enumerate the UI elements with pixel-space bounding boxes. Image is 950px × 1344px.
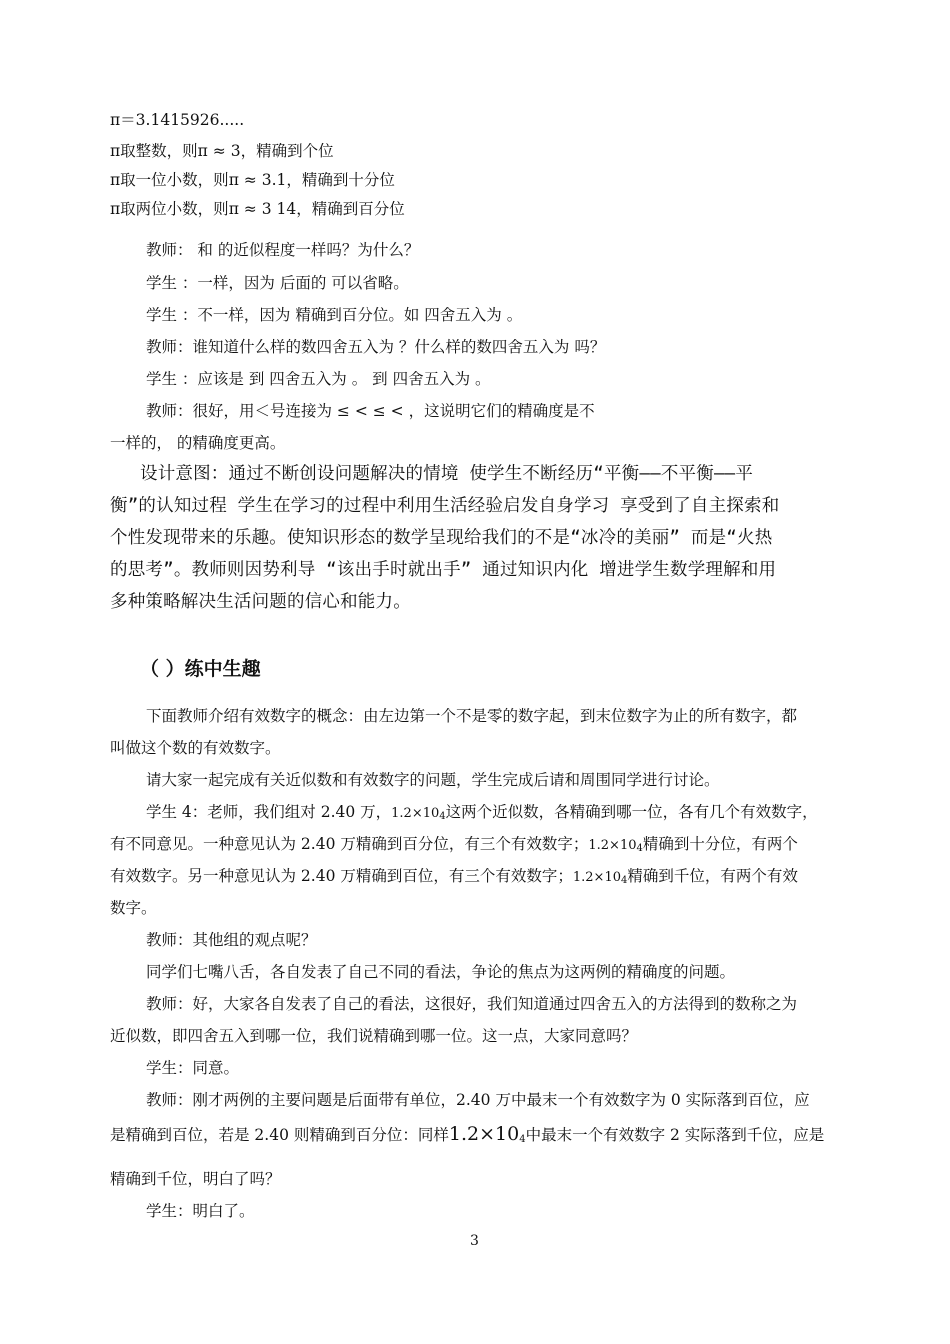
body-line: 数字。 [110, 899, 157, 917]
sci-notation [391, 806, 445, 821]
sci-mantissa: 1.2×10 [448, 1123, 520, 1145]
design-intent-line: 的思考”。教师则因势利导 “该出手时就出手” 通过知识内化 增进学生数学理解和用 [110, 560, 777, 580]
sci-exponent: 4 [519, 1134, 526, 1145]
sci-exponent: 4 [636, 843, 643, 854]
body-text: 是精确到百位，若是 2.40 则精确到百分位：同样 [110, 1126, 449, 1144]
design-intent-line: 多种策略解决生活问题的信心和能力。 [110, 592, 411, 612]
dialogue-line: 教师：谁知道什么样的数四舍五入为 ？什么样的数四舍五入为 吗？ [146, 338, 606, 356]
pi-value-line: π＝3.1415926..... [110, 111, 245, 129]
section-heading: （ ）练中生趣 [140, 658, 261, 680]
body-line: 学生：同意。 [146, 1059, 240, 1077]
body-line: 学生：明白了。 [146, 1202, 255, 1220]
sci-notation [588, 838, 642, 853]
body-line [146, 802, 818, 825]
pi-two-decimal-line: π取两位小数，则π ≈ 3 14，精确到百分位 [110, 200, 405, 218]
body-line: 同学们七嘴八舌，各自发表了自己不同的看法，争论的焦点为这两例的精确度的问题。 [146, 963, 736, 981]
sci-exponent: 4 [620, 875, 628, 886]
dialogue-line: 一样的， 的精确度更高。 [110, 434, 286, 452]
sci-mantissa: 1.2×10 [391, 806, 440, 821]
dialogue-line: 教师：很好，用＜号连接为 ≤ < ≤ < ，这说明它们的精确度是不 [146, 402, 595, 420]
body-line: 近似数，即四舍五入到哪一位，我们说精确到哪一位。这一点，大家同意吗？ [110, 1027, 638, 1045]
body-text: 有不同意见。一种意见认为 2.40 万精确到百分位，有三个有效数字； [110, 835, 589, 853]
body-text: 精确到十分位，有两个 [642, 835, 798, 853]
sci-mantissa: 1.2×10 [572, 870, 621, 885]
design-intent-line: 设计意图：通过不断创设问题解决的情境 使学生不断经历“平衡——不平衡——平 [140, 464, 754, 484]
body-text: 这两个近似数，各精确到哪一位，各有几个有效数字， [445, 803, 818, 821]
body-line: 教师：其他组的观点呢？ [146, 931, 317, 949]
body-line: 教师：刚才两例的主要问题是后面带有单位，2.40 万中最末一个有效数字为 0 实际落到百位，应 [146, 1091, 810, 1109]
sci-mantissa: 1.2×10 [588, 838, 637, 853]
body-line: 精确到千位，明白了吗？ [110, 1170, 281, 1188]
body-text: 中最末一个有效数字 2 实际落到千位，应是 [525, 1126, 825, 1144]
pi-one-decimal-line: π取一位小数，则π ≈ 3.1，精确到十分位 [110, 171, 395, 189]
page-number: 3 [470, 1233, 479, 1249]
body-line [110, 866, 798, 889]
dialogue-line: 学生 ：一样，因为 后面的 可以省略。 [146, 274, 409, 292]
dialogue-line: 教师： 和 的近似程度一样吗？为什么？ [146, 241, 420, 259]
body-text: 有效数字。另一种意见认为 2.40 万精确到百位，有三个有效数字； [110, 867, 573, 885]
body-line: 请大家一起完成有关近似数和有效数字的问题，学生完成后请和周围同学进行讨论。 [146, 771, 720, 789]
sci-notation [449, 1123, 526, 1145]
body-line: 叫做这个数的有效数字。 [110, 739, 281, 757]
pi-integer-line: π取整数，则π ≈ 3，精确到个位 [110, 142, 334, 160]
sci-exponent: 4 [439, 811, 446, 822]
body-text: 学生 4：老师，我们组对 2.40 万， [146, 803, 392, 821]
dialogue-line: 学生 ：应该是 到 四舍五入为 。 到 四舍五入为 。 [146, 370, 491, 388]
dialogue-line: 学生 ：不一样，因为 精确到百分位。如 四舍五入为 。 [146, 306, 523, 324]
body-line: 下面教师介绍有效数字的概念：由左边第一个不是零的数字起，到末位数字为止的所有数字，都 [146, 707, 798, 725]
design-intent-line: 个性发现带来的乐趣。使知识形态的数学呈现给我们的不是“冰冷的美丽” 而是“火热 [110, 528, 773, 548]
body-line: 教师：好，大家各自发表了自己的看法，这很好，我们知道通过四舍五入的方法得到的数称之为 [146, 995, 798, 1013]
body-text: 精确到千位，有两个有效 [627, 867, 798, 885]
design-intent-line: 衡”的认知过程 学生在学习的过程中利用生活经验启发自身学习 享受到了自主探索和 [110, 496, 780, 516]
sci-notation [573, 870, 627, 885]
body-line [110, 834, 798, 857]
body-line [110, 1124, 824, 1148]
